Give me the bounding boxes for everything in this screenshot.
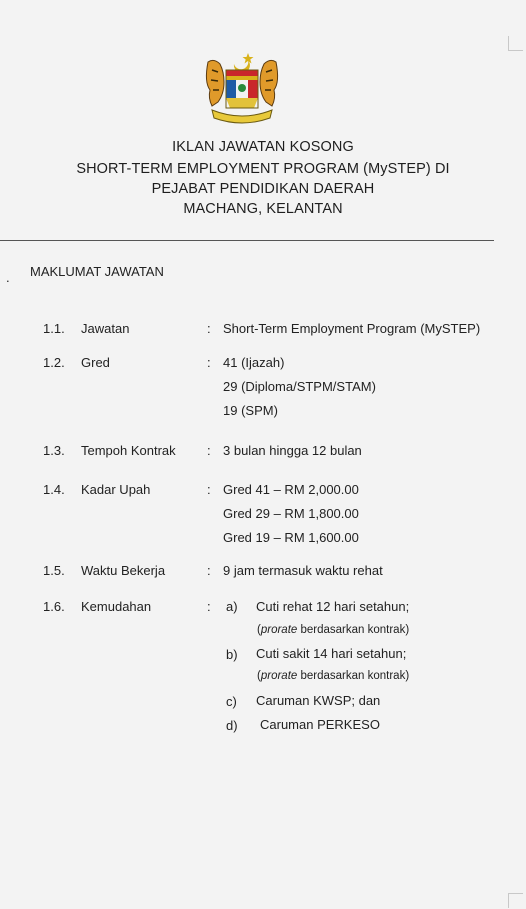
sub-item-text: Caruman KWSP; dan — [256, 693, 381, 708]
item-separator: : — [207, 443, 211, 458]
item-number: 1.6. — [43, 599, 65, 614]
header-line-4: MACHANG, KELANTAN — [183, 201, 343, 217]
sub-item-note: (prorate berdasarkan kontrak) — [257, 624, 410, 636]
section-bullet: . — [6, 270, 10, 285]
header-line-1: IKLAN JAWATAN KOSONG — [172, 139, 354, 155]
note-text: berdasarkan kontrak) — [297, 670, 410, 682]
note-italic: prorate — [260, 670, 298, 682]
item-number: 1.5. — [43, 563, 65, 578]
item-value: Gred 19 – RM 1,600.00 — [223, 530, 359, 545]
item-value: Gred 29 – RM 1,800.00 — [223, 506, 359, 521]
sub-item-letter: a) — [226, 599, 238, 614]
sub-item-text: Cuti rehat 12 hari setahun; — [256, 599, 410, 614]
item-separator: : — [207, 321, 211, 336]
item-number: 1.3. — [43, 443, 65, 458]
header-line-3: PEJABAT PENDIDIKAN DAERAH — [151, 181, 375, 197]
item-value: 3 bulan hingga 12 bulan — [223, 443, 362, 458]
sub-item-letter: d) — [226, 718, 238, 733]
item-value: Gred 41 – RM 2,000.00 — [223, 482, 359, 497]
item-number: 1.2. — [43, 355, 65, 370]
page-corner-mark — [508, 36, 523, 51]
header-line-2: SHORT-TERM EMPLOYMENT PROGRAM (MySTEP) DI — [76, 161, 450, 177]
item-label: Tempoh Kontrak — [81, 443, 176, 458]
section-title: MAKLUMAT JAWATAN — [30, 264, 164, 279]
note-italic: prorate — [260, 624, 298, 636]
item-label: Kadar Upah — [81, 482, 151, 497]
item-separator: : — [207, 563, 211, 578]
item-label: Jawatan — [81, 321, 130, 336]
item-separator: : — [207, 355, 211, 370]
item-number: 1.4. — [43, 482, 65, 497]
item-value: 29 (Diploma/STPM/STAM) — [223, 379, 376, 394]
item-value: Short-Term Employment Program (MySTEP) — [223, 321, 481, 336]
item-label: Waktu Bekerja — [81, 563, 166, 578]
sub-item-letter: b) — [226, 647, 238, 662]
sub-item-letter: c) — [226, 694, 237, 709]
item-label: Gred — [81, 355, 110, 370]
sub-item-text: Caruman PERKESO — [260, 717, 380, 732]
item-separator: : — [207, 482, 211, 497]
item-separator: : — [207, 599, 211, 614]
sub-item-text: Cuti sakit 14 hari setahun; — [256, 646, 407, 661]
page-corner-mark — [508, 893, 523, 908]
note-text: berdasarkan kontrak) — [297, 624, 410, 636]
item-number: 1.1. — [43, 321, 65, 336]
coat-of-arms-icon — [198, 50, 286, 124]
item-value: 41 (Ijazah) — [223, 355, 285, 370]
sub-item-note: (prorate berdasarkan kontrak) — [257, 670, 410, 682]
item-label: Kemudahan — [81, 599, 152, 614]
header-divider — [0, 240, 494, 241]
item-value: 9 jam termasuk waktu rehat — [223, 563, 383, 578]
item-value: 19 (SPM) — [223, 403, 278, 418]
